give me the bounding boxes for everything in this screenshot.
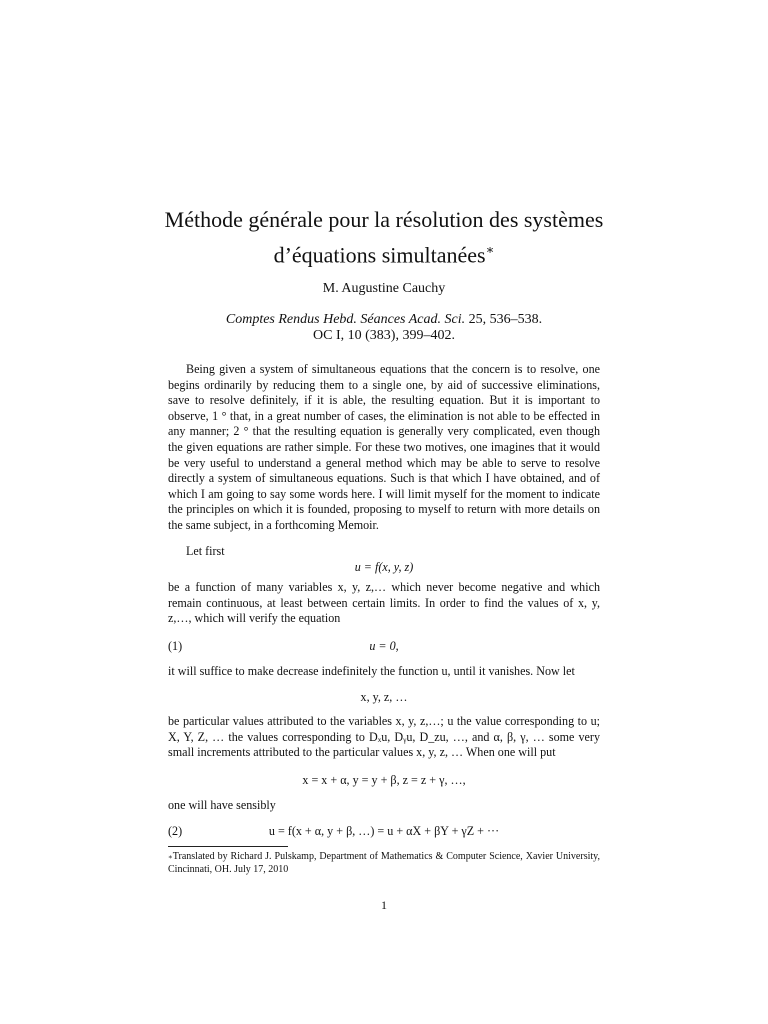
equation-substitution: x = x + α, y = y + β, z = z + γ, …, <box>302 773 466 787</box>
page-number: 1 <box>381 898 387 912</box>
title-line-2 <box>120 235 648 270</box>
paragraph-4: be particular values attributed to the variables x, y, z,…; u the value corresponding to u; X, Y, Z, … the values corresponding to Dₓu, Dᵧu, D_zu, …, and α, β, γ, … some very small increments attributed to the particular values x, y, z, … When one will put <box>168 714 600 760</box>
paragraph-1: Being given a system of simultaneous equations that the concern is to resolve, one begins ordinarily by reducing them to a single one, by aid of successive eliminations, save to resolve definitely, if it is able, the resulting equation. But it is important to observe, 1 ° that, in a great number of cases, the elimination is not able to be effected in any manner; 2 ° that the resulting equation is generally very complicated, even though the given equations are rather simple. For these two motives, one imagines that it would be very useful to understand a general method which may be able to serve to resolve directly a system of simultaneous equations. Such is that which I have obtained, and of which I am going to say some words here. I will limit myself for the moment to indicate the principles on which it is founded, proposing to myself to return with more details on the same subject, in a forthcoming Memoir. <box>168 362 600 532</box>
footnote-rule <box>168 846 288 847</box>
title-line-1: Méthode générale pour la résolution des systèmes <box>164 207 604 232</box>
footnote-text: Translated by Richard J. Pulskamp, Department of Mathematics & Computer Science, Xavier University, Cincinnati, OH. July 17, 2010 <box>168 851 600 875</box>
oeuvres-reference: OC I, 10 (383), 399–402. <box>313 328 455 343</box>
equation-xyz-values: x, y, z, … <box>360 690 408 704</box>
paragraph-3: it will suffice to make decrease indefinitely the function u, until it vanishes. Now let <box>168 664 575 678</box>
equation-u-definition: u = f(x, y, z) <box>354 560 414 574</box>
paper-title <box>120 205 648 270</box>
journal-volume-pages: 25, 536–538. <box>465 312 543 327</box>
footnote-mark: ∗ <box>168 853 173 861</box>
footnote <box>168 851 600 876</box>
journal-citation <box>120 312 648 328</box>
title-line-2-text: d’équations simultanées <box>273 242 486 268</box>
equation-1: u = 0, <box>369 639 399 653</box>
paragraph-5: one will have sensibly <box>168 798 276 812</box>
paragraph-2: be a function of many variables x, y, z,… which never become negative and which remain continuous, at least between certain limits. In order to find the values of x, y, z,…, which will verify the equation <box>168 580 600 626</box>
let-first-text: Let first <box>186 544 225 558</box>
equation-1-label: (1) <box>168 639 183 653</box>
equation-2-label: (2) <box>168 824 183 838</box>
journal-name: Comptes Rendus Hebd. Séances Acad. Sci. <box>225 312 466 327</box>
author-name: M. Augustine Cauchy <box>322 281 446 296</box>
equation-2: u = f(x + α, y + β, …) = u + αX + βY + γZ + ··· <box>268 824 500 838</box>
journal-reference <box>120 312 648 344</box>
title-footnote-mark: ∗ <box>485 242 495 257</box>
